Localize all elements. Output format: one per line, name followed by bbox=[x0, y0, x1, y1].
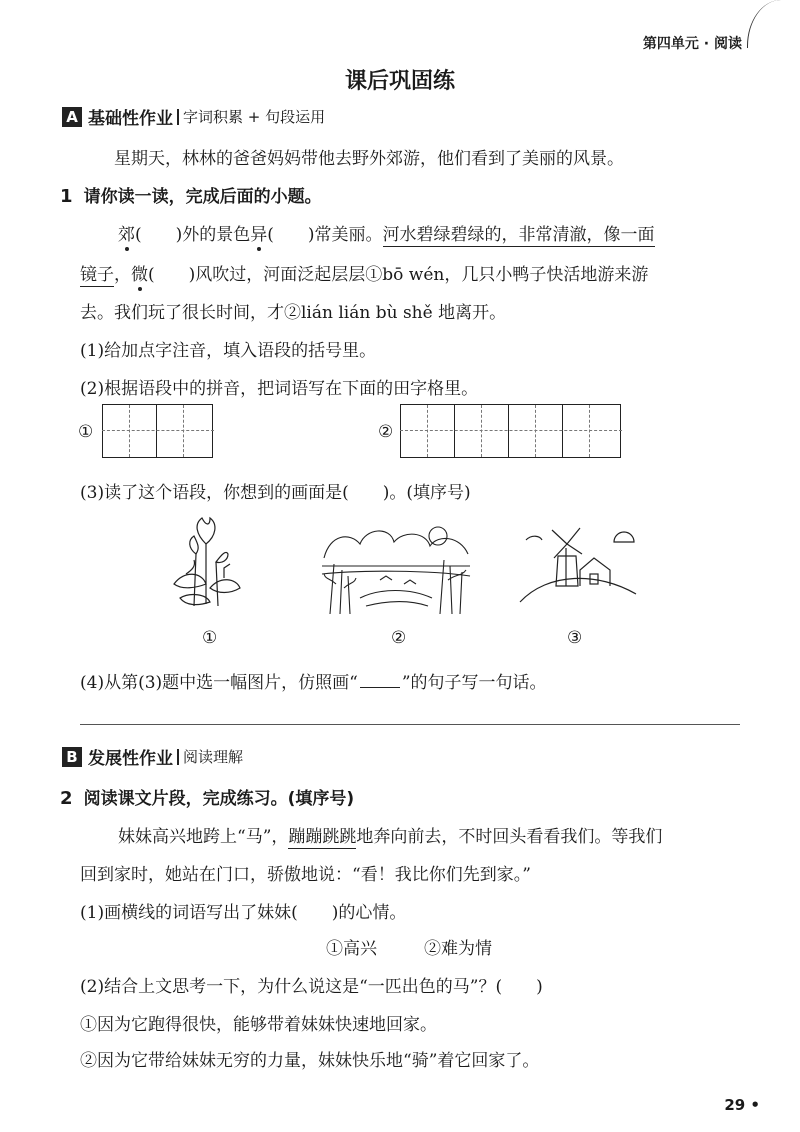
underlined-sentence: 河水碧绿碧绿的，非常清澈，像一面 bbox=[382, 225, 655, 245]
page-title: 课后巩固练 bbox=[344, 69, 455, 94]
q2-passage-line-1 bbox=[118, 822, 662, 847]
question-1-title: 请你读一读，完成后面的小题。 bbox=[83, 187, 322, 207]
passage-text: ( bbox=[135, 225, 142, 245]
passage-line-2 bbox=[80, 260, 648, 285]
section-b-badge: B bbox=[62, 747, 82, 767]
section-a-subtitle: 字词积累 + 句段运用 bbox=[183, 108, 326, 126]
section-b-subtitle: 阅读理解 bbox=[183, 748, 244, 766]
dotted-char: 郊 bbox=[118, 225, 135, 245]
passage-line-1 bbox=[118, 220, 655, 245]
q2-option-2: ②难为情 bbox=[424, 939, 492, 959]
passage-text: ( bbox=[148, 265, 155, 285]
q2-sub-1: (1)画横线的词语写出了妹妹( )的心情。 bbox=[80, 903, 407, 923]
grid-2-label: ② bbox=[378, 422, 394, 442]
writing-grid-1[interactable] bbox=[102, 404, 214, 458]
underlined-word: 蹦蹦跳跳 bbox=[288, 827, 357, 847]
q2-sub-2: (2)结合上文思考一下，为什么说这是“一匹出色的马”？( ) bbox=[80, 977, 543, 997]
section-a-badge: A bbox=[62, 107, 82, 127]
lotus-picture bbox=[166, 514, 244, 610]
section-a-intro: 星期天，林林的爸爸妈妈带他去野外郊游，他们看到了美丽的风景。 bbox=[114, 149, 624, 169]
page-number-value: 29 bbox=[724, 1096, 746, 1114]
question-2-title: 阅读课文片段，完成练习。(填序号) bbox=[83, 789, 355, 809]
section-a-title: 基础性作业 bbox=[88, 109, 173, 129]
passage-text: 地奔向前去，不时回头看看我们。等我们 bbox=[356, 827, 663, 847]
passage-text: 妹妹高兴地跨上“马”， bbox=[118, 827, 289, 847]
question-2-number: 2 bbox=[60, 788, 73, 809]
dotted-char: 异 bbox=[250, 225, 268, 245]
q2-passage-line-2: 回到家时，她站在门口，骄傲地说：“看！我比你们先到家。” bbox=[80, 865, 531, 885]
picture-3-label: ③ bbox=[567, 628, 583, 648]
q1-sub-4-text: (4)从第(3)题中选一幅图片，仿照画“ bbox=[80, 673, 358, 693]
passage-text: )风吹过，河面泛起层层①bō wén，几只小鸭子快活地游来游 bbox=[188, 265, 649, 285]
section-b-header bbox=[62, 744, 243, 769]
section-b-title: 发展性作业 bbox=[88, 749, 173, 769]
section-separator bbox=[177, 109, 179, 125]
river-landscape-picture bbox=[320, 514, 472, 614]
writing-grid-2[interactable] bbox=[400, 404, 622, 458]
passage-text: ( bbox=[267, 225, 274, 245]
q1-sub-3: (3)读了这个语段，你想到的画面是( )。(填序号) bbox=[80, 483, 471, 503]
page-corner-arc bbox=[747, 0, 788, 48]
q2-answer-1: ①因为它跑得很快，能够带着妹妹快速地回家。 bbox=[80, 1015, 437, 1035]
dotted-char: 微 bbox=[131, 265, 148, 285]
unit-header: 第四单元 · 阅读 bbox=[642, 36, 742, 52]
picture-1-label: ① bbox=[202, 628, 218, 648]
picture-2-label: ② bbox=[391, 628, 407, 648]
q1-sub-4-text-end: ”的句子写一句话。 bbox=[401, 673, 547, 693]
page-number: 29 • bbox=[724, 1096, 760, 1114]
q1-sub-2: (2)根据语段中的拼音，把词语写在下面的田字格里。 bbox=[80, 379, 479, 399]
question-1-header bbox=[60, 182, 322, 207]
underlined-sentence-end: 镜子 bbox=[80, 265, 114, 285]
passage-text: ， bbox=[114, 265, 131, 285]
passage-text: )外的景色 bbox=[175, 225, 251, 245]
writing-line[interactable] bbox=[80, 724, 740, 725]
q2-answer-2: ②因为它带给妹妹无穷的力量，妹妹快乐地“骑”着它回家了。 bbox=[80, 1051, 540, 1071]
q1-sub-1: (1)给加点字注音，填入语段的括号里。 bbox=[80, 341, 377, 361]
section-a-header bbox=[62, 104, 325, 129]
q1-sub-4 bbox=[80, 668, 547, 693]
grid-1-label: ① bbox=[78, 422, 94, 442]
fill-in-underline[interactable] bbox=[360, 687, 400, 688]
question-2-header bbox=[60, 784, 354, 809]
passage-line-3: 去。我们玩了很长时间，才②lián lián bù shě 地离开。 bbox=[80, 303, 507, 323]
windmill-house-picture bbox=[518, 522, 638, 610]
question-1-number: 1 bbox=[60, 186, 73, 207]
passage-text: )常美丽。 bbox=[307, 225, 383, 245]
section-separator bbox=[177, 749, 179, 765]
q2-option-1: ①高兴 bbox=[326, 939, 377, 959]
